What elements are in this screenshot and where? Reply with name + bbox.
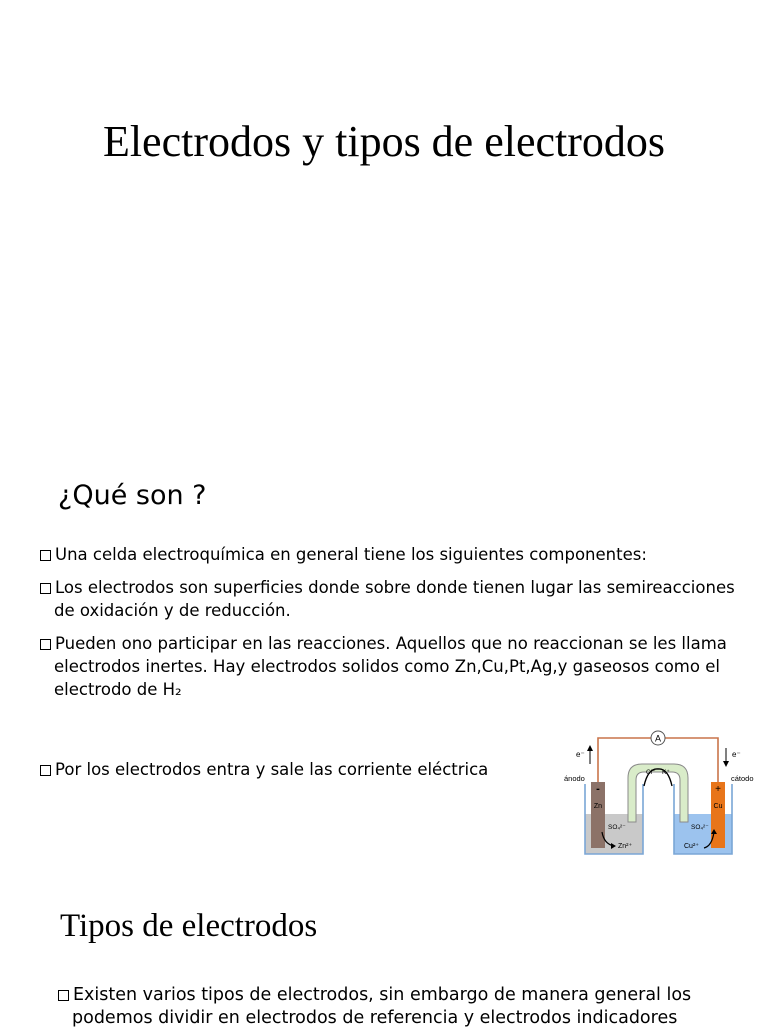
electron-left-label: e⁻ bbox=[576, 750, 585, 759]
electron-right-label: e⁻ bbox=[732, 750, 741, 759]
anode-metal: Zn bbox=[593, 803, 603, 810]
sulfate-right-label: SO₄²⁻ bbox=[691, 824, 709, 831]
bullet-item bbox=[58, 984, 748, 1030]
anode-sign: - bbox=[596, 783, 600, 795]
slide-title: Electrodos y tipos de electrodos bbox=[102, 117, 666, 166]
ammeter-label: A bbox=[654, 733, 662, 744]
bullet-text: Existen varios tipos de electrodos, sin embargo de manera general los podemos dividir en electrodos de referencia y electrodos indicadores bbox=[72, 985, 692, 1028]
bullet-text: Pueden ono participar en las reacciones. Aquellos que no reaccionan se les llama electrodos inertes. Hay electrodos solidos como Zn,Cu,Pt,Ag,y gaseosos como el electrodo de H₂ bbox=[54, 634, 727, 699]
ion-left-label: Zn²⁺ bbox=[618, 843, 633, 850]
bullet-item bbox=[40, 632, 740, 701]
checkbox-bullet-icon bbox=[40, 639, 51, 650]
cathode-sign: + bbox=[715, 784, 721, 795]
arrow-up-icon bbox=[587, 745, 593, 751]
bridge-cation-label: K⁺ bbox=[662, 769, 670, 776]
bullet-item bbox=[40, 758, 550, 781]
bullet-text: Los electrodos son superficies donde sobre donde tienen lugar las semireacciones de oxidación y de reducción. bbox=[54, 578, 735, 620]
salt-bridge bbox=[628, 764, 688, 822]
section-heading: ¿Qué son ? bbox=[58, 480, 207, 511]
cathode-metal: Cu bbox=[713, 803, 723, 810]
checkbox-bullet-icon bbox=[40, 583, 51, 594]
arrow-down-icon bbox=[723, 761, 729, 767]
bullet-item bbox=[40, 576, 740, 622]
galvanic-cell-diagram bbox=[556, 726, 760, 860]
bullet-text: Por los electrodos entra y sale las corriente eléctrica bbox=[55, 760, 489, 779]
bullet-list bbox=[58, 984, 748, 1030]
checkbox-bullet-icon bbox=[40, 550, 51, 561]
bullet-item bbox=[40, 543, 740, 566]
checkbox-bullet-icon bbox=[58, 990, 69, 1001]
bridge-anion-label: Cl⁻ bbox=[646, 769, 656, 776]
bullet-text: Una celda electroquímica en general tiene los siguientes componentes: bbox=[55, 545, 647, 564]
ion-right-label: Cu²⁺ bbox=[684, 843, 699, 850]
anode-label: ánodo bbox=[564, 774, 585, 783]
section-heading: Tipos de electrodos bbox=[60, 908, 318, 944]
checkbox-bullet-icon bbox=[40, 765, 51, 776]
bullet-list bbox=[40, 543, 740, 711]
cathode-label: cátodo bbox=[731, 774, 754, 783]
sulfate-left-label: SO₄²⁻ bbox=[608, 824, 626, 831]
